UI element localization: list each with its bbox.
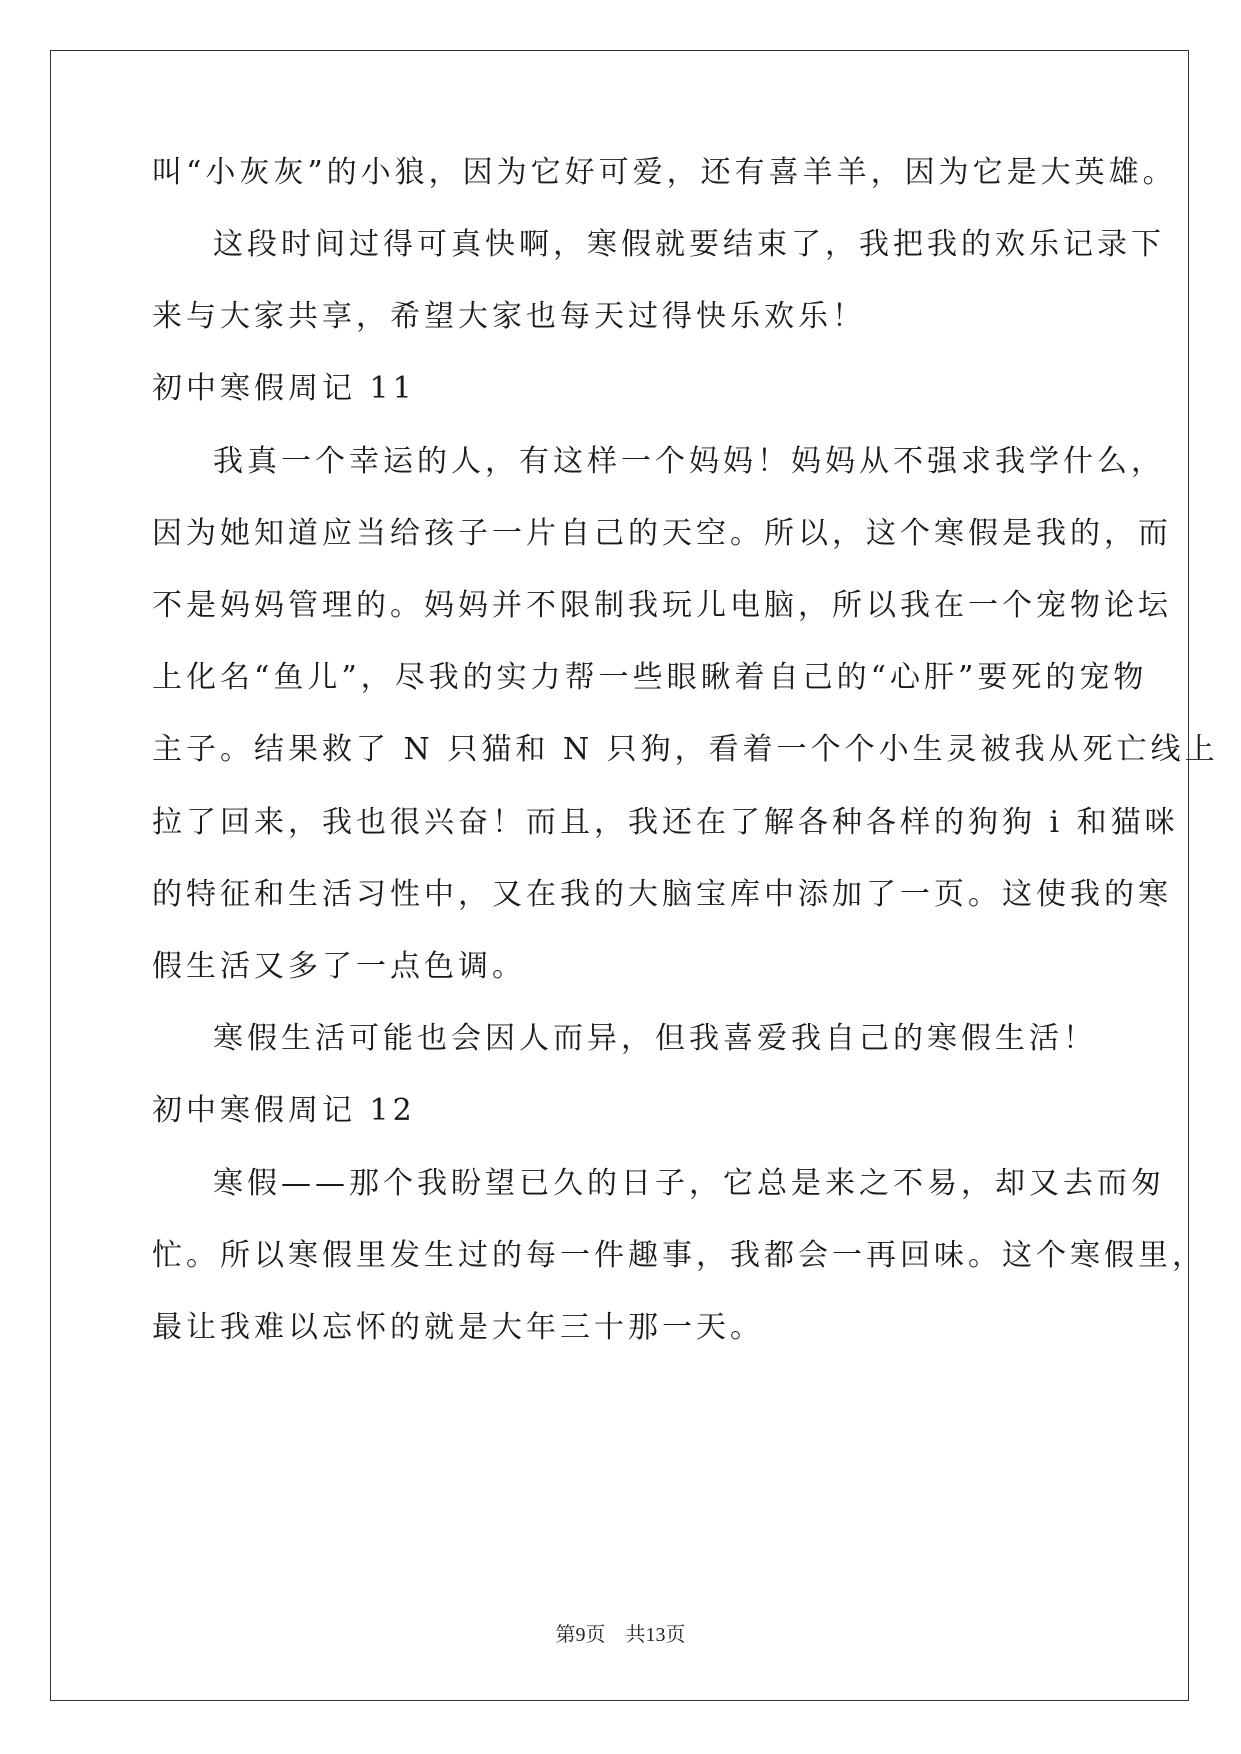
text-line: 上化名“鱼儿”，尽我的实力帮一些眼瞅着自己的“心肝”要死的宠物 <box>152 660 1148 695</box>
total-page-count: 13 <box>645 1624 666 1646</box>
text-line: 不是妈妈管理的。妈妈并不限制我玩儿电脑，所以我在一个宠物论坛 <box>152 588 1172 623</box>
text-line: 因为她知道应当给孩子一片自己的天空。所以，这个寒假是我的，而 <box>152 516 1172 551</box>
text-line: 最让我难以忘怀的就是大年三十那一天。 <box>152 1310 764 1345</box>
text-line: 假生活又多了一点色调。 <box>152 949 526 984</box>
text-line: 我真一个幸运的人，有这样一个妈妈！妈妈从不强求我学什么， <box>213 444 1165 479</box>
text-line: 拉了回来，我也很兴奋！而且，我还在了解各种各样的狗狗 i 和猫咪 <box>152 805 1179 840</box>
text-line: 这段时间过得可真快啊，寒假就要结束了，我把我的欢乐记录下 <box>213 227 1165 262</box>
text-line: 寒假——那个我盼望已久的日子，它总是来之不易，却又去而匆 <box>213 1166 1165 1201</box>
text-line: 来与大家共享，希望大家也每天过得快乐欢乐！ <box>152 299 866 334</box>
footer-suffix: 页 <box>665 1622 686 1646</box>
section-heading: 初中寒假周记 11 <box>152 371 416 406</box>
text-line: 叫“小灰灰”的小狼，因为它好可爱，还有喜羊羊，因为它是大英雄。 <box>152 155 1177 190</box>
page-footer <box>0 1622 1241 1647</box>
text-line: 忙。所以寒假里发生过的每一件趣事，我都会一再回味。这个寒假里， <box>152 1238 1206 1273</box>
text-line: 寒假生活可能也会因人而异，但我喜爱我自己的寒假生活！ <box>213 1021 1097 1056</box>
footer-middle: 页 共 <box>585 1622 646 1646</box>
text-line: 的特征和生活习性中，又在我的大脑宝库中添加了一页。这使我的寒 <box>152 877 1172 912</box>
current-page-number: 9 <box>575 1624 586 1646</box>
text-line: 主子。结果救了 N 只猫和 N 只狗，看着一个个小生灵被我从死亡线上 <box>152 732 1219 767</box>
section-heading: 初中寒假周记 12 <box>152 1093 416 1128</box>
footer-prefix: 第 <box>555 1622 576 1646</box>
